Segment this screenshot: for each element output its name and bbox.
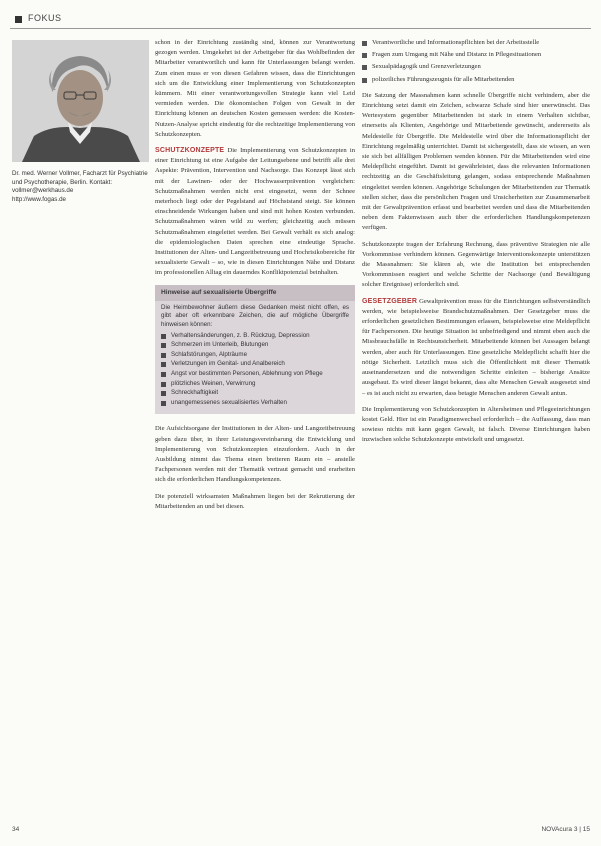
paragraph-schutzkonzepte	[155, 146, 355, 279]
caption-text: Facharzt für Psychiatrie und Psychotherapie, Berlin. Kontakt: vollmer@werkhaus.de	[12, 170, 148, 195]
section-label: FOKUS	[28, 13, 62, 23]
list-item: plötzliches Weinen, Verwirrung	[161, 380, 349, 389]
list-item: Angst vor bestimmten Personen, Ablehnung von Pflege	[161, 370, 349, 379]
caption-name: Dr. med. Werner Vollmer	[12, 170, 80, 177]
portrait-image	[12, 40, 149, 162]
paragraph-text: Die Implementierung von Schutzkonzepten in einer Einrichtung ist eine Aufgabe der Leitungsebene und betrifft alle drei Aspekte: Prävention, Intervention und Nachsorge. Das Konzept lässt sich mit der Lawinen- oder der Hochwasserprävention vergleichen: Schutzmaßnahmen werden nicht erst eingesetzt, wenn der Schnee meterhoch liegt oder der Pegelstand auf Höchststand steigt. Sie können einschneidende Wirkungen haben und sind mit hohen Kosten verbunden. Schutzmaßnahmen wären wild zu werfen; gleichzeitig auch müssen Schutzmaßnahmen eingeleitet werden. Bei Gewalt verhält es sich analog: die epidemiologischen Daten sprechen eine eindeutige Sprache. Institutionen der Alten- und Langzeitbetreuung und Hochrisikobereiche für sexualisierte Gewalt – so, wie in diesen Einrichtungen Nähe und Distanz im professionellen Alltag ein dauerndes Konfliktpotenzial beinhalten.	[155, 147, 355, 277]
list-item: Verletzungen im Genital- und Analbereich	[161, 360, 349, 369]
subhead-schutzkonzepte: SCHUTZKONZEPTE	[155, 147, 225, 155]
list-item: Schmerzen im Unterleib, Blutungen	[161, 341, 349, 350]
list-item: Fragen zum Umgang mit Nähe und Distanz in Pflegesituationen	[362, 50, 590, 60]
info-box	[155, 285, 355, 415]
subhead-gesetzgeber: GESETZGEBER	[362, 297, 418, 305]
paragraph-text: Gewaltprävention muss für die Einrichtungen selbstverständlich werden, wie beispielsweise Brandschutzmaßnahmen. Der Gesetzgeber muss die erforderlichen gesetzlichen Bestimmungen erlassen, beispielsweise eine Meldepflicht für Fachpersonen. Die heutige Situation ist unbefriedigend und nimmt eben auch die Missbrauchsfälle in Rechtsunsicherheit. Mitarbeitende können bei Aussagen belangt werden, aber auch für Unterlassungen. Eine gesetzliche Meldepflicht schafft hier die nötige Sicherheit. Letztlich muss sich die Öffentlichkeit mit dieser Thematik auseinandersetzen und die notwendigen Schritte einleiten – bisherige Ansätze ausgebaut. Es wird dieser längst bekannt, dass alte Menschen Gewalt ausgesetzt sind – es ist auch nicht zu erwarten, dass betagte Menschen anderen Gewalt antun.	[362, 297, 590, 397]
page-number: 34	[12, 826, 20, 833]
magazine-issue: NOVAcura 3 | 15	[541, 826, 590, 833]
author-photo	[12, 40, 149, 162]
list-item: Schreckhaftigkeit	[161, 389, 349, 398]
caption-web: http://www.fogas.de	[12, 195, 66, 203]
list-item: Schlafstörungen, Alpträume	[161, 351, 349, 360]
paragraph: Die Implementierung von Schutzkonzepten in Altersheimen und Pflegeeinrichtungen kostet Geld. Hier ist ein Paradigmenwechsel erforderlich – die Auffassung, dass man sowieso nichts mit kann gegen Gewalt, ist falsch. Diverse Einrichtungen haben inzwischen solche Schutzkonzepte entwickelt und umgesetzt.	[362, 405, 590, 444]
column-2	[362, 38, 590, 452]
paragraph-gesetzgeber	[362, 297, 590, 399]
column-1	[155, 38, 355, 518]
page-footer	[12, 826, 590, 838]
header-rule	[10, 28, 591, 29]
paragraph: schon in der Einrichtung zuständig sind, können zur Verantwortung gezogen werden. Umgekehrt ist der Arbeitgeber für das Wohlbefinden der Mitarbeiter verantwortlich und kann für Unterlassungen belangt werden. Zum einen muss er von diesen Gefahren wissen, dass die Einrichtungen sich um die Entwicklung einer Implementierung von Schutzkonzepten kümmern. Mit einer verantwortungsvollen Strategie kann viel Leid vermieden werden. Die ökonomischen Folgen von Gewalt in der Einrichtung können an deutschen Kosten gemessen werden: die Kosten-Nutzen-Analyse spricht eindeutig für die rechtzeitige Implementierung von Schutzkonzepten.	[155, 39, 355, 138]
info-box-title: Hinweise auf sexualisierte Übergriffe	[155, 285, 355, 301]
paragraph: Schutzkonzepte tragen der Erfahrung Rechnung, dass präventive Strategien nie alle Vorkommnisse verhindern können. Gegenwärtige Interventionskonzepte unterstützen die Massnahmen: Sie klären ab, wie die Institution bei entsprechenden Vorkommnissen reagiert und welche Schritte der Nachsorge (und Bewältigung solcher Ereignisse) erforderlich sind.	[362, 240, 590, 289]
photo-caption: Dr. med. Werner Vollmer, Facharzt für Psychiatrie und Psychotherapie, Berlin. Kontakt: vollmer@werkhaus.de http://www.fogas.de	[12, 170, 148, 203]
info-box-intro: Die Heimbewohner äußern diese Gedanken meist nicht offen, es gibt aber oft erkennbare Zeichen, die auf mögliche Übergriffe hinweisen können:	[161, 303, 349, 329]
section-header	[10, 12, 591, 30]
paragraph: Die Satzung der Massnahmen kann schnelle Übergriffe nicht verhindern, aber die Einrichtung setzt damit ein Zeichen, schwarze Schafe sind hier unerwünscht. Das Wertesystem gegenüber Mitarbeitenden ist stark in einem Verhalten sichtbar, einerseits als Klienten, Angehörige und Mitarbeitende gewünscht, andererseits als Meldestelle für Übergriffe. Die Meldestelle wird über die Informationspflicht der Einrichtung regelmäßig unterrichtet. Damit ist sichergestellt, dass sie wissen, an wen sie sich bei allfälligen Problemen wenden können. Für die Mitarbeitenden wird eine Meldepflicht eingeführt. Damit ist gewährleistet, dass die relevanten Informationen rechtzeitig an die Geschäftsleitung gelangen, sodass entsprechende Maßnahmen eingeleitet werden können. Angehörige Schulungen der Mitarbeitenden zur Thematik stellen sicher, dass die persönlichen Fragen und Unsicherheiten zur Zusammenarbeit mit der Gewaltprävention erfasst und bearbeitet werden und dass die Mitarbeitenden neben dem Faktenwissen auch über die erforderlichen Handlungskompetenzen verfügen.	[362, 91, 590, 232]
paragraph: Die potenziell wirksamsten Maßnahmen liegen bei der Rekrutierung der Mitarbeitenden an und bei diesen.	[155, 492, 355, 510]
list-item: Verantwortliche und Informationspflichten bei der Arbeitsstelle	[362, 38, 590, 48]
list-item: polizeiliches Führungszeugnis für alle Mitarbeitenden	[362, 75, 590, 85]
list-item: unangemessenes sexualisiertes Verhalten	[161, 399, 349, 408]
list-item: Verhaltensänderungen, z. B. Rückzug, Depression	[161, 332, 349, 341]
section-marker-icon	[15, 16, 22, 23]
paragraph: Die Aufsichtsorgane der Institutionen in der Alten- und Langzeitbetreuung geben dazu über, in ihrer Leistungsvereinbarung die Entwicklung und Implementierung von Schutzkonzepten einzufordern. Auch in der Ausbildung nimmt das Thema einen breiteren Raum ein – anstelle Fachpersonen werden mit der Thematik vertraut gemacht und erarbeiten sich die erforderlichen Handlungskompetenzen.	[155, 425, 355, 484]
info-box-list	[155, 332, 355, 408]
list-item: Sexualpädagogik und Grenzverletzungen	[362, 62, 590, 72]
bullet-list	[362, 38, 590, 85]
